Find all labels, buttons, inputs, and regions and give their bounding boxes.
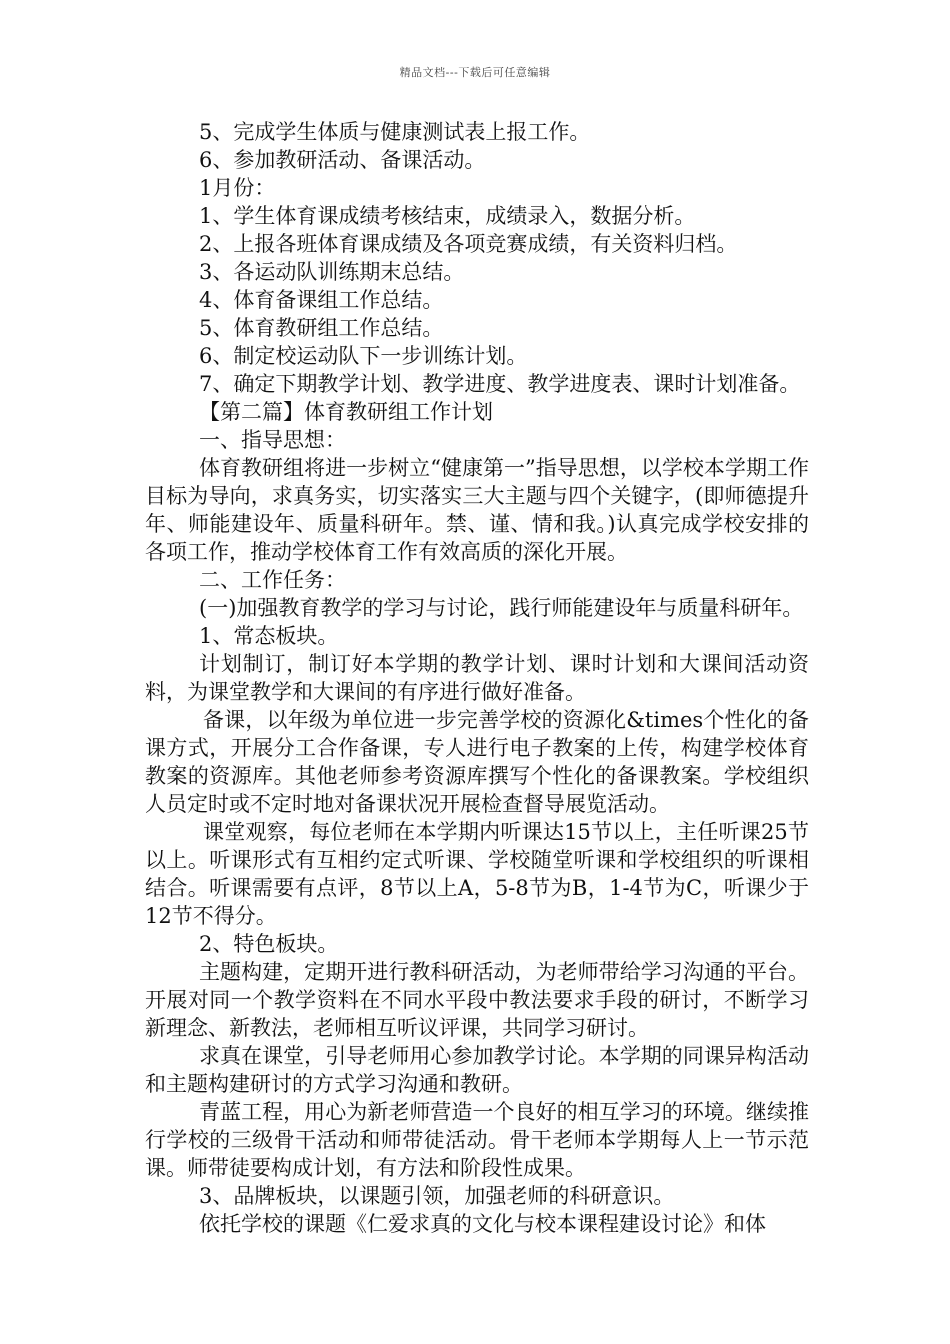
paragraph-planning: 计划制订，制订好本学期的教学计划、课时计划和大课间活动资料，为课堂教学和大课间的有序进行做好准备。 (145, 652, 809, 704)
paragraph-item-4: 4、体育备课组工作总结。 (199, 288, 444, 312)
heading-work-tasks: 二、工作任务： (199, 568, 346, 592)
heading-feature-block: 2、特色板块。 (199, 932, 339, 956)
paragraph-guiding-thought: 体育教研组将进一步树立“健康第一”指导思想，以学校本学期工作目标为导向，求真务实，切实落实三大主题与四个关键字，(即师德提升年、师能建设年、质量科研年。禁、谨、情和我。)认真完成学校安排的各项工作，推动学校体育工作有效高质的深化开展。 (145, 456, 809, 564)
paragraph-lesson-prep: 备课，以年级为单位进一步完善学校的资源化&times个性化的备课方式，开展分工合作备课，专人进行电子教案的上传，构建学校体育教案的资源库。其他老师参考资源库撰写个性化的备课教案。学校组织人员定时或不定时地对备课状况开展检查督导展览活动。 (145, 708, 809, 816)
paragraph-item-3: 3、各运动队训练期末总结。 (199, 260, 465, 284)
paragraph-item-6: 6、参加教研活动、备课活动。 (199, 148, 486, 172)
page-header: 精品文档---下载后可任意编辑 (399, 66, 551, 79)
heading-guiding-thought: 一、指导思想： (199, 428, 346, 452)
paragraph-item-1: 1、学生体育课成绩考核结束，成绩录入，数据分析。 (199, 204, 696, 228)
subheading-teaching-study: (一)加强教育教学的学习与讨论，践行师能建设年与质量科研年。 (199, 596, 804, 620)
paragraph-theme-building: 主题构建，定期开进行教科研活动，为老师带给学习沟通的平台。开展对同一个教学资料在不同水平段中教法要求手段的研讨，不断学习新理念、新教法，老师相互听议评课，共同学习研讨。 (145, 960, 809, 1040)
paragraph-truth-in-class: 求真在课堂，引导老师用心参加教学讨论。本学期的同课异构活动和主题构建研讨的方式学习沟通和教研。 (145, 1044, 809, 1096)
paragraph-item-5b: 5、体育教研组工作总结。 (199, 316, 444, 340)
paragraph-item-6b: 6、制定校运动队下一步训练计划。 (199, 344, 528, 368)
paragraph-item-7: 7、确定下期教学计划、教学进度、教学进度表、课时计划准备。 (199, 372, 801, 396)
section-title: 【第二篇】体育教研组工作计划 (199, 400, 493, 424)
paragraph-qinglan-project: 青蓝工程，用心为新老师营造一个良好的相互学习的环境。继续推行学校的三级骨干活动和师带徒活动。骨干老师本学期每人上一节示范课。师带徒要构成计划，有方法和阶段性成果。 (145, 1100, 809, 1180)
paragraph-item-5: 5、完成学生体质与健康测试表上报工作。 (199, 120, 591, 144)
paragraph-research-topic: 依托学校的课题《仁爱求真的文化与校本课程建设讨论》和体 (199, 1212, 766, 1236)
paragraph-item-2: 2、上报各班体育课成绩及各项竞赛成绩，有关资料归档。 (199, 232, 738, 256)
heading-brand-block: 3、品牌板块，以课题引领，加强老师的科研意识。 (199, 1184, 675, 1208)
month-heading: 1月份： (199, 176, 276, 200)
paragraph-class-observation: 课堂观察，每位老师在本学期内听课达15节以上，主任听课25节以上。听课形式有互相约定式听课、学校随堂听课和学校组织的听课相结合。听课需要有点评，8节以上A，5-8节为B，1-4节为C，听课少于12节不得分。 (145, 820, 809, 928)
heading-routine-block: 1、常态板块。 (199, 624, 339, 648)
document-body (145, 118, 809, 1238)
